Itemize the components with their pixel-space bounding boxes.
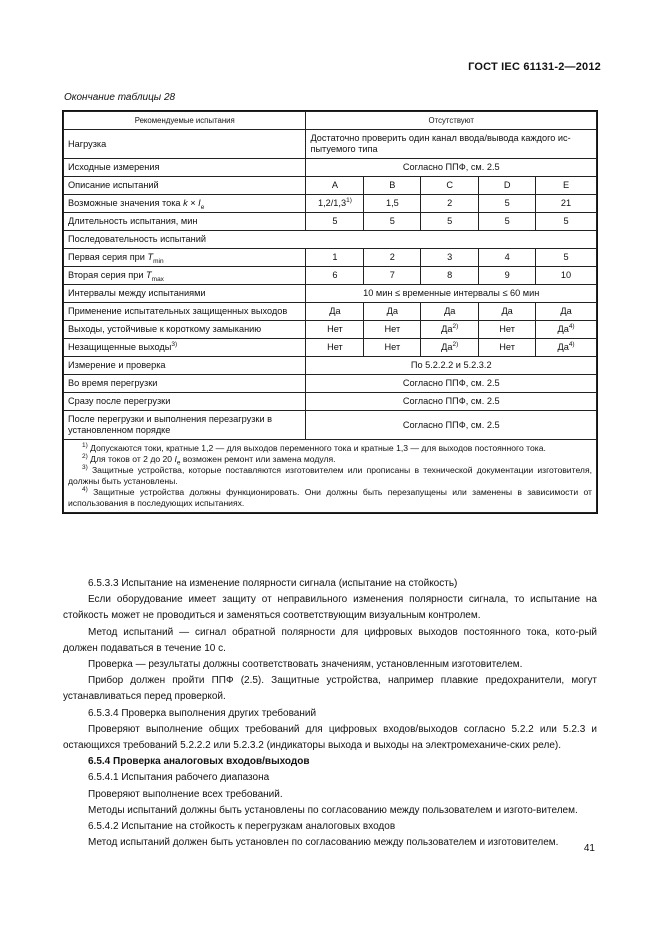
row-label: Исходные измерения [64,159,306,177]
table-row [64,249,597,267]
row-value: Согласно ППФ, см. 2.5 [306,375,597,393]
row-label: Последовательность испытаний [64,231,597,249]
row-label: Сразу после перегрузки [64,393,306,411]
cell: Да [536,303,597,321]
cell: 5 [479,195,536,213]
table-row [64,213,597,231]
cell: Нет [479,321,536,339]
cell: 21 [536,195,597,213]
paragraph: Метод испытаний должен быть установлен по согласованию между пользователем и изготовителем. [88,837,559,849]
cell: $Да^{4)}$ [536,339,597,357]
paragraph: Проверка — результаты должны соответствовать значениям, установленным изготовителем. [88,659,523,671]
table-header-row [64,112,597,130]
cell: 5 [364,213,421,231]
footnote-1: $^{1)}$ Допускаются токи, кратные 1,2 — для выходов переменного тока и кратные 1,3 — для выходов постоянного тока. [82,442,546,453]
table-row [64,267,597,285]
test-table [63,111,597,513]
row-label: Применение испытательных защищенных выходов [64,303,306,321]
cell: $Да^{4)}$ [536,321,597,339]
cell: 5 [421,213,479,231]
row-value: 10 мин ≤ временные интервалы ≤ 60 мин [306,285,597,303]
cell: A [306,177,364,195]
cell: Да [421,303,479,321]
cell: E [536,177,597,195]
table-row [64,159,597,177]
header-recommended-tests: Рекомендуемые испытания [64,112,306,130]
cell: Нет [306,321,364,339]
paragraph: Методы испытаний должны быть установлены по согласованию между пользователем и изгото-вителем. [88,804,578,816]
table-caption: Окончание таблицы 28 [64,92,176,103]
table-row [64,393,597,411]
cell: Да [479,303,536,321]
cell: Нет [479,339,536,357]
section-heading: 6.5.3.3 Испытание на изменение полярности сигнала (испытание на стойкость) [88,578,458,589]
cell: 4 [479,249,536,267]
cell: Нет [306,339,364,357]
page-number: 41 [583,843,595,854]
cell: 2 [421,195,479,213]
cell: 9 [479,267,536,285]
footnote-4: $^{4)}$ Защитные устройства должны функционировать. Они должны быть перезапущены или заменены в зависимости от использования в последующих испытаниях. [68,486,592,508]
section-heading: 6.5.3.4 Проверка выполнения других требований [88,707,317,719]
row-label: Интервалы между испытаниями [64,285,306,303]
footnote-3: $^{3)}$ Защитные устройства, которые поставляются изготовителем или прописаны в технической документации изготовителя, должны быть установлены. [68,464,592,486]
row-label: Первая серия при $T_{min}$ [64,249,306,267]
cell: $Да^{2)}$ [421,321,479,339]
table-row [64,357,597,375]
table-row [64,375,597,393]
table-row [64,411,597,440]
table-row [64,321,597,339]
paragraph: Метод испытаний — сигнал обратной полярности для цифровых выходов постоянного тока, кото-рый должен подаваться в течение 10 с. [63,626,597,654]
row-value: Согласно ППФ, см. 2.5 [306,393,597,411]
paragraph: Если оборудование имеет защиту от неправильного изменения полярности сигнала, то испытание на стойкость может не проводиться и заменяться соответствующим визуальным контролем. [63,594,597,622]
cell: 6 [306,267,364,285]
section-heading: 6.5.4.2 Испытание на стойкость к перегрузкам аналоговых входов [88,821,396,833]
cell: 1 [306,249,364,267]
cell: 5 [479,213,536,231]
row-label: Описание испытаний [64,177,306,195]
cell: Нет [364,321,421,339]
paragraph: Проверяют выполнение всех требований. [88,788,283,800]
table-notes-row [64,440,597,513]
paragraph: Проверяют выполнение общих требований для цифровых входов/выходов согласно 5.2.2 или 5.2.3 и остающихся требований 5.2.2.2 или 5.2.3.2 (индикаторы выхода и выходы на электромеханиче-ских реле). [63,723,597,752]
cell: 3 [421,249,479,267]
row-value: По 5.2.2.2 и 5.2.3.2 [306,357,597,375]
cell: D [479,177,536,195]
cell: 10 [536,267,597,285]
cell: B [364,177,421,195]
cell: 5 [306,213,364,231]
cell: $Да^{2)}$ [421,339,479,357]
row-value: Достаточно проверить один канал ввода/вывода каждого ис-пытуемого типа [306,130,597,159]
cell: Да [364,303,421,321]
row-value: Согласно ППФ, см. 2.5 [306,159,597,177]
row-value: Согласно ППФ, см. 2.5 [306,411,597,440]
row-label: Возможные значения тока $k \times I_e$ [64,195,306,213]
table-row [64,339,597,357]
cell: 2 [364,249,421,267]
row-label: Вторая серия при $T_{max}$ [64,267,306,285]
cell: Нет [364,339,421,357]
cell: Да [306,303,364,321]
row-label: Выходы, устойчивые к короткому замыканию [64,321,306,339]
row-label: Длительность испытания, мин [64,213,306,231]
row-label: Во время перегрузки [64,375,306,393]
cell: 1,2/1,3$^{1)}$ [306,195,364,213]
row-label: Незащищенные выходы$^{3)}$ [64,339,306,357]
cell: 7 [364,267,421,285]
table-row [64,177,597,195]
section-heading: 6.5.4.1 Испытания рабочего диапазона [88,772,270,784]
table-row [64,231,597,249]
section-heading-bold: 6.5.4 Проверка аналоговых входов/выходов [88,756,310,768]
cell: 8 [421,267,479,285]
document-header: ГОСТ IEC 61131-2—2012 [468,61,601,73]
cell: C [421,177,479,195]
cell: 5 [536,213,597,231]
row-label: Нагрузка [64,130,306,159]
row-label: После перегрузки и выполнения перезагрузки в установленном порядке [64,411,306,440]
table-row [64,303,597,321]
header-absent: Отсутствуют [306,112,597,130]
table-notes [64,440,597,513]
footnote-2: $^{2)}$ Для токов от 2 до 20 $I_e$ возможен ремонт или замена модуля. [82,453,336,467]
paragraph: Прибор должен пройти ППФ (2.5). Защитные устройства, например плавкие предохранители, могут устанавливаться перед проверкой. [63,675,597,703]
cell: 5 [536,249,597,267]
table-row [64,195,597,213]
table-row [64,285,597,303]
body-text [63,576,597,851]
cell: 1,5 [364,195,421,213]
row-label: Измерение и проверка [64,357,306,375]
table-row [64,130,597,159]
